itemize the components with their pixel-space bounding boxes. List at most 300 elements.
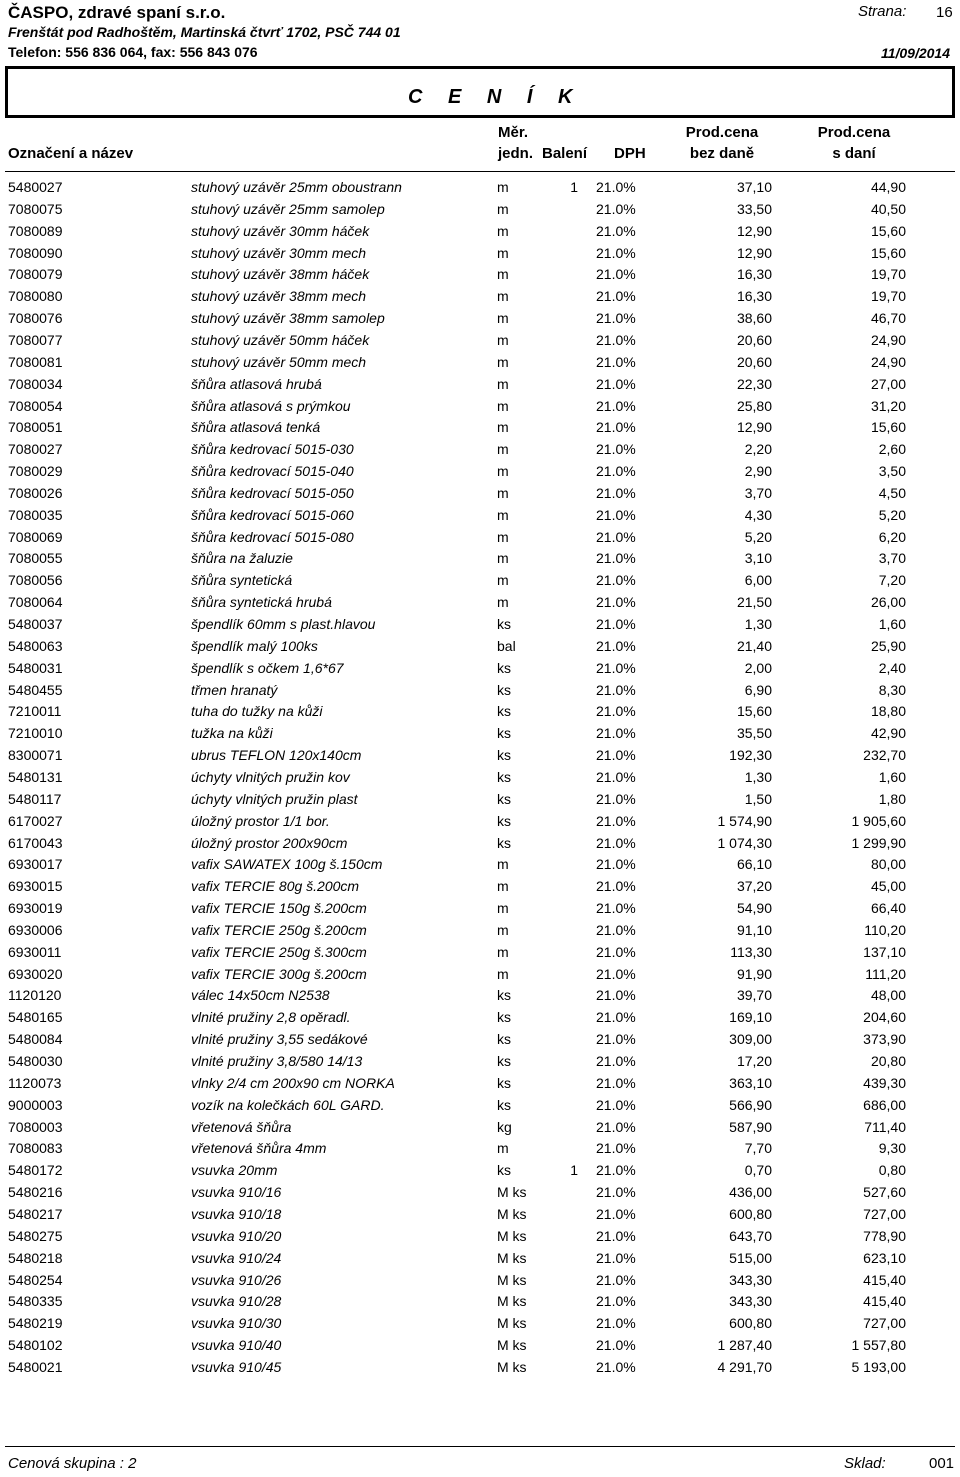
table-row [0, 964, 960, 986]
item-price: 0,70 [744, 1162, 772, 1179]
item-price: 1 574,90 [717, 812, 772, 829]
table-row [0, 352, 960, 374]
document-date: 11/09/2014 [880, 45, 950, 61]
item-price: 7,70 [744, 1140, 772, 1157]
table-row [0, 1270, 960, 1292]
table-row [0, 1117, 960, 1139]
item-code: 6170043 [8, 834, 63, 851]
item-vat: 21.0% [596, 288, 636, 305]
item-price-vat: 110,20 [864, 921, 906, 938]
column-header-vat: DPH [614, 145, 646, 162]
item-price-vat: 3,50 [878, 463, 906, 480]
page-title: C E N Í K [408, 86, 583, 108]
item-price: 4,30 [744, 506, 772, 523]
item-price: 15,60 [736, 703, 772, 720]
item-name: šňůra atlasová tenká [191, 419, 321, 436]
item-vat: 21.0% [596, 1358, 636, 1375]
item-code: 7080029 [8, 463, 63, 480]
item-vat: 21.0% [596, 1162, 636, 1179]
item-price-vat: 40,50 [870, 200, 906, 217]
item-unit: m [497, 244, 509, 261]
item-name: vlnky 2/4 cm 200x90 cm NORKA [191, 1074, 395, 1091]
item-unit: m [497, 375, 509, 392]
item-vat: 21.0% [596, 1140, 636, 1157]
table-row [0, 985, 960, 1007]
item-price-vat: 45,00 [870, 878, 906, 895]
item-price-vat: 0,80 [878, 1162, 906, 1179]
item-name: stuhový uzávěr 38mm samolep [191, 310, 385, 327]
item-price: 600,80 [729, 1315, 772, 1332]
item-price: 17,20 [736, 1053, 772, 1069]
item-price-vat: 727,00 [863, 1315, 906, 1332]
item-price-vat: 1,60 [878, 768, 906, 785]
item-code: 7080034 [8, 375, 63, 392]
table-row [0, 1204, 960, 1226]
item-price: 25,80 [736, 397, 772, 414]
item-price-vat: 778,90 [863, 1227, 906, 1244]
table-row [0, 527, 960, 549]
item-price: 6,90 [744, 681, 772, 698]
item-name: vsuvka 910/24 [191, 1249, 282, 1266]
item-name: šňůra kedrovací 5015-080 [191, 528, 354, 545]
item-code: 6930017 [8, 856, 63, 873]
item-price-vat: 66,40 [870, 900, 906, 917]
table-row [0, 177, 960, 199]
table-row [0, 614, 960, 636]
item-unit: ks [497, 1031, 511, 1048]
item-name: ubrus TEFLON 120x140cm [191, 747, 362, 764]
table-row [0, 833, 960, 855]
item-code: 7080051 [8, 419, 63, 436]
item-code: 7080077 [8, 331, 63, 348]
item-code: 5480172 [8, 1162, 63, 1179]
item-price: 643,70 [729, 1227, 772, 1244]
item-price: 54,90 [736, 900, 772, 917]
item-vat: 21.0% [596, 747, 636, 764]
item-price-vat: 711,40 [864, 1118, 906, 1135]
item-name: vlnité pružiny 2,8 opěradl. [191, 1009, 351, 1026]
item-unit: m [497, 900, 509, 917]
item-vat: 21.0% [596, 528, 636, 545]
item-unit: ks [497, 812, 511, 829]
item-vat: 21.0% [596, 1096, 636, 1113]
item-unit: bal [497, 637, 516, 654]
item-price: 1 074,30 [717, 834, 772, 851]
column-header-unit-bottom: jedn. [498, 145, 534, 162]
item-price: 12,90 [736, 419, 772, 436]
table-row [0, 1248, 960, 1270]
item-unit: ks [497, 681, 511, 698]
item-price: 20,60 [736, 331, 772, 348]
item-name: špendlík s očkem 1,6*67 [191, 659, 344, 676]
page-number: 16 [936, 4, 953, 21]
table-row [0, 548, 960, 570]
item-price: 38,60 [736, 310, 772, 327]
item-unit: m [497, 856, 509, 873]
item-unit: ks [497, 987, 511, 1004]
table-row [0, 854, 960, 876]
item-vat: 21.0% [596, 506, 636, 523]
item-unit: ks [497, 834, 511, 851]
item-vat: 21.0% [596, 1009, 636, 1026]
item-code: 5480165 [8, 1009, 63, 1026]
item-price-vat: 1 905,60 [851, 812, 906, 829]
item-price-vat: 15,60 [870, 244, 906, 261]
item-vat: 21.0% [596, 179, 636, 195]
item-price-vat: 19,70 [870, 266, 906, 283]
item-name: šňůra kedrovací 5015-040 [191, 463, 354, 480]
item-code: 5480335 [8, 1293, 63, 1310]
item-code: 7210011 [8, 703, 62, 720]
item-vat: 21.0% [596, 419, 636, 436]
item-vat: 21.0% [596, 550, 636, 567]
item-name: tužka na kůži [191, 725, 273, 742]
table-row [0, 1291, 960, 1313]
item-code: 7080003 [8, 1118, 63, 1135]
item-code: 7080035 [8, 506, 63, 523]
table-row [0, 221, 960, 243]
item-unit: m [497, 441, 509, 458]
item-name: vafix TERCIE 250g š.300cm [191, 943, 367, 960]
item-price-vat: 15,60 [870, 222, 906, 239]
item-vat: 21.0% [596, 659, 636, 676]
table-row [0, 374, 960, 396]
item-unit: M ks [497, 1315, 527, 1332]
item-price-vat: 24,90 [870, 353, 906, 370]
item-price-vat: 27,00 [870, 375, 906, 392]
item-vat: 21.0% [596, 484, 636, 501]
item-unit: M ks [497, 1249, 527, 1266]
item-code: 5480027 [8, 179, 63, 195]
item-price: 6,00 [744, 572, 772, 589]
item-price-vat: 111,20 [865, 965, 906, 982]
item-unit: ks [497, 659, 511, 676]
item-code: 7080083 [8, 1140, 63, 1157]
item-unit: m [497, 310, 509, 327]
item-name: vsuvka 910/28 [191, 1293, 282, 1310]
item-name: stuhový uzávěr 30mm mech [191, 244, 367, 261]
item-code: 8300071 [8, 747, 63, 764]
item-code: 5480031 [8, 659, 63, 676]
item-code: 5480218 [8, 1249, 63, 1266]
item-price: 1,50 [744, 790, 772, 807]
item-code: 7080081 [8, 353, 63, 370]
item-price-vat: 20,80 [870, 1053, 906, 1069]
item-name: úložný prostor 1/1 bor. [191, 812, 330, 829]
item-vat: 21.0% [596, 572, 636, 589]
item-name: vafix SAWATEX 100g š.150cm [191, 856, 383, 873]
item-price-vat: 3,70 [878, 550, 906, 567]
table-row [0, 876, 960, 898]
item-price-vat: 1,80 [878, 790, 906, 807]
table-row [0, 1095, 960, 1117]
warehouse-label: Sklad: [844, 1455, 886, 1472]
item-price-vat: 1 557,80 [851, 1337, 906, 1354]
item-vat: 21.0% [596, 200, 636, 217]
item-price-vat: 623,10 [863, 1249, 906, 1266]
item-unit: m [497, 550, 509, 567]
item-price-vat: 6,20 [878, 528, 906, 545]
item-price-vat: 25,90 [870, 637, 906, 654]
item-code: 5480102 [8, 1337, 63, 1354]
item-code: 5480254 [8, 1271, 63, 1288]
table-row [0, 942, 960, 964]
item-pack: 1 [570, 179, 578, 195]
item-code: 5480131 [8, 768, 63, 785]
item-price: 363,10 [729, 1074, 772, 1091]
item-price: 4 291,70 [717, 1358, 772, 1375]
table-row [0, 636, 960, 658]
item-unit: m [497, 222, 509, 239]
item-code: 5480117 [8, 790, 62, 807]
item-name: šňůra kedrovací 5015-050 [191, 484, 354, 501]
item-unit: m [497, 484, 509, 501]
item-name: úchyty vlnitých pružin kov [191, 768, 350, 785]
item-price-vat: 415,40 [863, 1293, 906, 1310]
item-name: šňůra syntetická hrubá [191, 594, 332, 611]
item-code: 6930006 [8, 921, 63, 938]
table-row [0, 898, 960, 920]
title-box-right-edge [952, 66, 955, 118]
item-price-vat: 204,60 [863, 1009, 906, 1026]
item-price: 192,30 [729, 747, 772, 764]
item-unit: ks [497, 1009, 511, 1026]
item-price: 2,00 [744, 659, 772, 676]
item-price: 1 287,40 [717, 1337, 772, 1354]
page-label: Strana: [858, 3, 907, 20]
table-row [0, 264, 960, 286]
item-unit: m [497, 397, 509, 414]
item-price-vat: 373,90 [863, 1031, 906, 1048]
item-vat: 21.0% [596, 1118, 636, 1135]
item-name: úchyty vlnitých pružin plast [191, 790, 358, 807]
item-price-vat: 2,40 [878, 659, 906, 676]
item-name: stuhový uzávěr 30mm háček [191, 222, 370, 239]
item-unit: M ks [497, 1358, 527, 1375]
item-name: špendlík 60mm s plast.hlavou [191, 616, 376, 632]
item-code: 5480455 [8, 681, 63, 698]
item-price: 37,10 [736, 179, 772, 195]
table-row [0, 330, 960, 352]
item-code: 7080089 [8, 222, 63, 239]
table-row [0, 680, 960, 702]
price-group: Cenová skupina : 2 [8, 1455, 137, 1472]
item-price: 21,40 [736, 637, 772, 654]
item-vat: 21.0% [596, 1337, 636, 1354]
item-price-vat: 9,30 [878, 1140, 906, 1157]
item-name: vafix TERCIE 150g š.200cm [191, 900, 367, 917]
item-name: šňůra syntetická [191, 572, 293, 589]
item-vat: 21.0% [596, 310, 636, 327]
item-vat: 21.0% [596, 1053, 636, 1069]
item-vat: 21.0% [596, 375, 636, 392]
table-row [0, 701, 960, 723]
item-price-vat: 137,10 [863, 943, 906, 960]
item-price: 309,00 [729, 1031, 772, 1048]
company-name: ČASPO, zdravé spaní s.r.o. [8, 3, 226, 22]
item-name: stuhový uzávěr 25mm samolep [191, 200, 385, 217]
item-name: šňůra kedrovací 5015-030 [191, 441, 354, 458]
item-price: 169,10 [729, 1009, 772, 1026]
table-row [0, 243, 960, 265]
item-price-vat: 527,60 [863, 1184, 906, 1201]
column-header-price-top: Prod.cena [685, 124, 759, 141]
table-row [0, 1160, 960, 1182]
item-price-vat: 415,40 [863, 1271, 906, 1288]
item-unit: ks [497, 747, 511, 764]
item-vat: 21.0% [596, 1315, 636, 1332]
item-vat: 21.0% [596, 943, 636, 960]
item-price-vat: 727,00 [863, 1205, 906, 1222]
item-vat: 21.0% [596, 703, 636, 720]
item-price: 1,30 [744, 616, 772, 632]
table-row [0, 439, 960, 461]
item-price-vat: 42,90 [870, 725, 906, 742]
item-unit: m [497, 594, 509, 611]
item-price: 12,90 [736, 244, 772, 261]
item-name: vafix TERCIE 250g š.200cm [191, 921, 367, 938]
item-name: šňůra kedrovací 5015-060 [191, 506, 354, 523]
item-name: špendlík malý 100ks [191, 637, 318, 654]
table-header-rule [5, 171, 955, 172]
table-row [0, 1029, 960, 1051]
item-price: 436,00 [729, 1184, 772, 1201]
item-code: 7080069 [8, 528, 63, 545]
table-row [0, 396, 960, 418]
item-name: stuhový uzávěr 50mm mech [191, 353, 367, 370]
item-unit: M ks [497, 1271, 527, 1288]
item-name: vlnité pružiny 3,8/580 14/13 [191, 1053, 363, 1069]
table-row [0, 767, 960, 789]
table-row [0, 570, 960, 592]
item-name: vsuvka 910/30 [191, 1315, 282, 1332]
table-row [0, 811, 960, 833]
item-vat: 21.0% [596, 965, 636, 982]
item-code: 7080079 [8, 266, 63, 283]
item-code: 5480084 [8, 1031, 63, 1048]
item-code: 7080027 [8, 441, 63, 458]
item-code: 7080055 [8, 550, 63, 567]
item-price: 515,00 [729, 1249, 772, 1266]
item-vat: 21.0% [596, 921, 636, 938]
item-code: 6930020 [8, 965, 63, 982]
item-code: 5480037 [8, 616, 63, 632]
item-price: 600,80 [729, 1205, 772, 1222]
item-code: 5480275 [8, 1227, 63, 1244]
item-name: stuhový uzávěr 25mm oboustrann [191, 179, 402, 195]
item-price: 20,60 [736, 353, 772, 370]
title-box-top-rule [5, 66, 955, 69]
item-vat: 21.0% [596, 812, 636, 829]
item-unit: m [497, 528, 509, 545]
table-row [0, 592, 960, 614]
item-unit: m [497, 506, 509, 523]
item-price: 566,90 [729, 1096, 772, 1113]
item-vat: 21.0% [596, 244, 636, 261]
table-row [0, 1335, 960, 1357]
item-name: šňůra na žaluzie [191, 550, 293, 567]
item-price: 3,70 [744, 484, 772, 501]
item-price-vat: 1,60 [878, 616, 906, 632]
table-row [0, 723, 960, 745]
table-row [0, 1182, 960, 1204]
item-name: vafix TERCIE 300g š.200cm [191, 965, 367, 982]
item-price-vat: 4,50 [878, 484, 906, 501]
item-code: 7080054 [8, 397, 63, 414]
item-vat: 21.0% [596, 1249, 636, 1266]
item-vat: 21.0% [596, 1074, 636, 1091]
item-name: vsuvka 910/20 [191, 1227, 282, 1244]
item-unit: m [497, 353, 509, 370]
item-price-vat: 19,70 [870, 288, 906, 305]
footer-rule [5, 1446, 955, 1447]
item-price: 37,20 [736, 878, 772, 895]
item-price: 1,30 [744, 768, 772, 785]
item-unit: m [497, 1140, 509, 1157]
item-price: 2,20 [744, 441, 772, 458]
item-name: vřetenová šňůra 4mm [191, 1140, 327, 1157]
item-unit: M ks [497, 1205, 527, 1222]
table-row [0, 505, 960, 527]
item-unit: ks [497, 1162, 511, 1179]
table-row [0, 1073, 960, 1095]
item-price: 91,10 [736, 921, 772, 938]
item-price-vat: 26,00 [870, 594, 906, 611]
item-unit: m [497, 288, 509, 305]
item-unit: ks [497, 1074, 511, 1091]
company-phone: Telefon: 556 836 064, fax: 556 843 076 [8, 44, 258, 60]
item-code: 7080080 [8, 288, 63, 305]
item-price-vat: 18,80 [870, 703, 906, 720]
item-code: 6930019 [8, 900, 63, 917]
title-box-left-edge [5, 66, 8, 118]
item-price-vat: 15,60 [870, 419, 906, 436]
item-name: válec 14x50cm N2538 [191, 987, 330, 1004]
item-unit: m [497, 921, 509, 938]
item-vat: 21.0% [596, 1293, 636, 1310]
item-unit: m [497, 965, 509, 982]
item-code: 1120120 [8, 987, 62, 1004]
item-price-vat: 44,90 [870, 179, 906, 195]
item-price-vat: 24,90 [870, 331, 906, 348]
item-vat: 21.0% [596, 397, 636, 414]
item-price: 5,20 [744, 528, 772, 545]
item-unit: ks [497, 1096, 511, 1113]
item-unit: ks [497, 725, 511, 742]
item-unit: ks [497, 703, 511, 720]
item-price-vat: 439,30 [863, 1074, 906, 1091]
item-vat: 21.0% [596, 463, 636, 480]
item-vat: 21.0% [596, 1031, 636, 1048]
column-header-price-vat-top: Prod.cena [817, 124, 891, 141]
item-price-vat: 7,20 [878, 572, 906, 589]
item-price-vat: 5 193,00 [851, 1358, 906, 1375]
item-unit: M ks [497, 1227, 527, 1244]
item-vat: 21.0% [596, 900, 636, 917]
item-vat: 21.0% [596, 681, 636, 698]
item-vat: 21.0% [596, 725, 636, 742]
item-unit: m [497, 200, 509, 217]
item-name: stuhový uzávěr 38mm háček [191, 266, 370, 283]
item-vat: 21.0% [596, 1184, 636, 1201]
item-vat: 21.0% [596, 222, 636, 239]
table-row [0, 1226, 960, 1248]
item-unit: kg [497, 1118, 512, 1135]
item-vat: 21.0% [596, 331, 636, 348]
table-row [0, 461, 960, 483]
item-unit: M ks [497, 1184, 527, 1201]
item-price: 343,30 [729, 1293, 772, 1310]
